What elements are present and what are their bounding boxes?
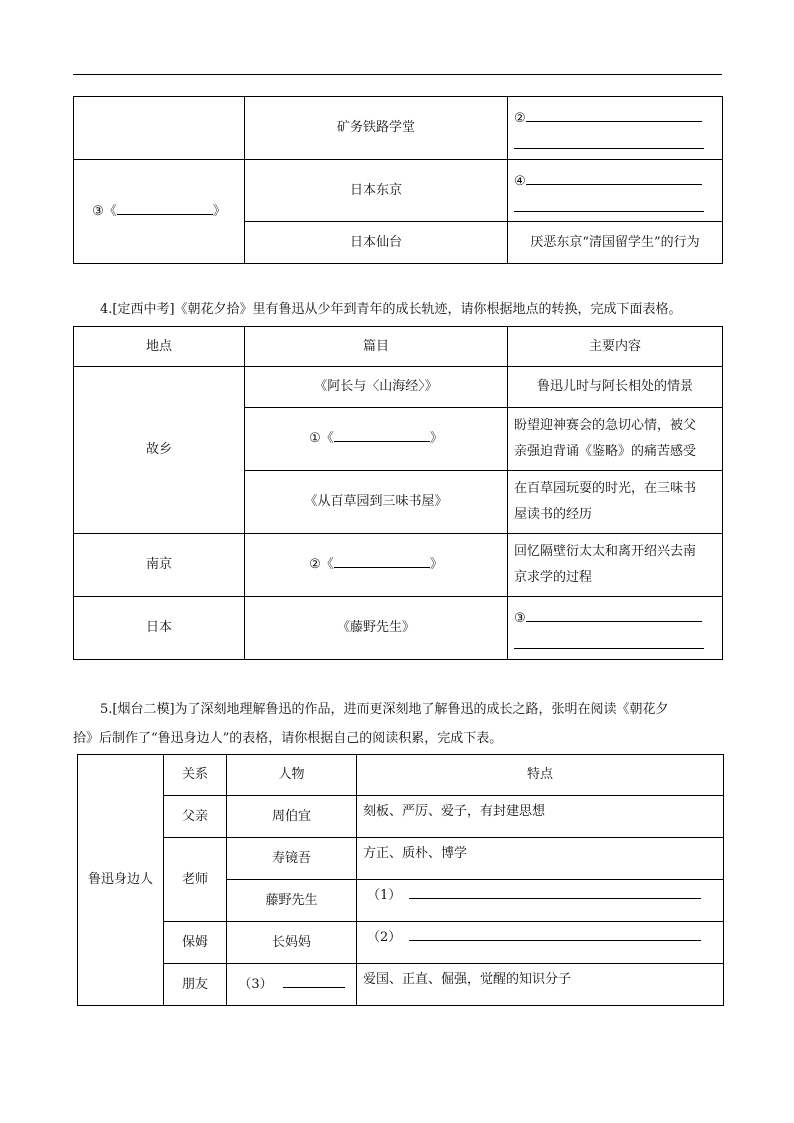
content-line: 盼望迎神赛会的急切心情，被父 — [514, 418, 697, 433]
trait-teacher-2[interactable] — [357, 880, 724, 922]
answer-blank[interactable] — [334, 553, 430, 568]
table-q5 — [77, 754, 724, 1006]
trait-friend: 爱国、正直、倔强，觉醒的知识分子 — [357, 964, 724, 1006]
trait-nanny[interactable] — [357, 922, 724, 964]
table1-r2-c3[interactable] — [508, 160, 723, 222]
blank-suffix: 》 — [429, 557, 443, 572]
person-nanny: 长妈妈 — [227, 922, 357, 964]
person-friend[interactable] — [227, 964, 357, 1006]
answer-blank[interactable] — [514, 130, 704, 149]
q4-r5-content[interactable] — [508, 597, 723, 660]
table-1 — [73, 96, 723, 264]
blank-prefix: ③《 — [92, 203, 117, 219]
table1-r3-c2: 日本仙台 — [245, 222, 508, 264]
answer-blank[interactable] — [526, 107, 702, 122]
answer-blank[interactable] — [117, 200, 213, 215]
place-japan: 日本 — [74, 597, 245, 660]
table1-r2-c2: 日本东京 — [245, 160, 508, 222]
question-5-line-1: 5.[烟台二模]为了深刻地理解鲁迅的作品，进而更深刻地了解鲁迅的成长之路，张明在阅读《朝花夕 — [100, 702, 669, 717]
blank-prefix: ①《 — [309, 431, 334, 446]
q4-r3-title: 《从百草园到三味书屋》 — [245, 471, 508, 534]
header-content: 主要内容 — [508, 327, 723, 367]
person-father: 周伯宜 — [227, 796, 357, 838]
question-4: 4.[定西中考]《朝花夕拾》里有鲁迅从少年到青年的成长轨迹，请你根据地点的转换，完成下面表格。 — [100, 302, 682, 317]
answer-blank[interactable] — [526, 607, 702, 622]
content-line: 屋读书的经历 — [514, 507, 593, 522]
relation-father: 父亲 — [164, 796, 227, 838]
q4-r2-title[interactable] — [245, 408, 508, 471]
header-rule — [73, 74, 722, 75]
header-relation: 关系 — [164, 755, 227, 796]
trait-father: 刻板、严厉、爱子，有封建思想 — [357, 796, 724, 838]
blank-suffix: 》 — [429, 431, 443, 446]
blank-mark: （2） — [367, 930, 402, 945]
q4-r1-title: 《阿长与〈山海经〉》 — [245, 367, 508, 408]
q4-r4-content — [508, 534, 723, 597]
question-5-line-2: 拾》后制作了“鲁迅身边人”的表格，请你根据自己的阅读积累，完成下表。 — [73, 731, 503, 746]
header-place: 地点 — [74, 327, 245, 367]
blank-suffix: 》 — [212, 203, 226, 219]
q4-r2-content — [508, 408, 723, 471]
answer-blank[interactable] — [283, 973, 345, 988]
header-trait: 特点 — [357, 755, 724, 796]
answer-blank[interactable] — [514, 630, 704, 649]
q4-r5-title: 《藤野先生》 — [245, 597, 508, 660]
content-line: 在百草园玩耍的时光，在三味书 — [514, 481, 697, 496]
place-hometown: 故乡 — [74, 367, 245, 534]
answer-blank[interactable] — [526, 170, 702, 185]
answer-blank[interactable] — [409, 926, 701, 941]
table1-r1-c1 — [74, 97, 245, 160]
table1-r2-c1[interactable] — [74, 160, 245, 264]
relation-friend: 朋友 — [164, 964, 227, 1006]
blank-mark: （1） — [367, 888, 402, 903]
trait-teacher-1: 方正、质朴、博学 — [357, 838, 724, 880]
content-line: 回忆隔壁衍太太和离开绍兴去南 — [514, 544, 697, 559]
blank-mark: ② — [514, 111, 526, 126]
relation-teacher: 老师 — [164, 838, 227, 922]
place-nanjing: 南京 — [74, 534, 245, 597]
table1-r1-c2: 矿务铁路学堂 — [245, 97, 508, 160]
content-line: 京求学的过程 — [514, 570, 593, 585]
q4-r1-content: 鲁迅儿时与阿长相处的情景 — [508, 367, 723, 408]
header-title: 篇目 — [245, 327, 508, 367]
answer-blank[interactable] — [334, 427, 430, 442]
answer-blank[interactable] — [514, 193, 704, 212]
table1-r3-c3: 厌恶东京“清国留学生”的行为 — [508, 222, 723, 264]
table-q4 — [73, 326, 723, 660]
answer-blank[interactable] — [409, 884, 701, 899]
table1-r1-c3[interactable] — [508, 97, 723, 160]
q4-r3-content — [508, 471, 723, 534]
header-person: 人物 — [227, 755, 357, 796]
blank-prefix: ②《 — [309, 557, 334, 572]
q4-r4-title[interactable] — [245, 534, 508, 597]
group-label: 鲁迅身边人 — [78, 755, 164, 1006]
relation-nanny: 保姆 — [164, 922, 227, 964]
blank-mark: ③ — [514, 611, 526, 626]
person-teacher-2: 藤野先生 — [227, 880, 357, 922]
person-teacher-1: 寿镜吾 — [227, 838, 357, 880]
blank-mark: ④ — [514, 173, 526, 189]
blank-mark: （3） — [238, 976, 273, 992]
content-line: 亲强迫背诵《鉴略》的痛苦感受 — [514, 444, 697, 459]
